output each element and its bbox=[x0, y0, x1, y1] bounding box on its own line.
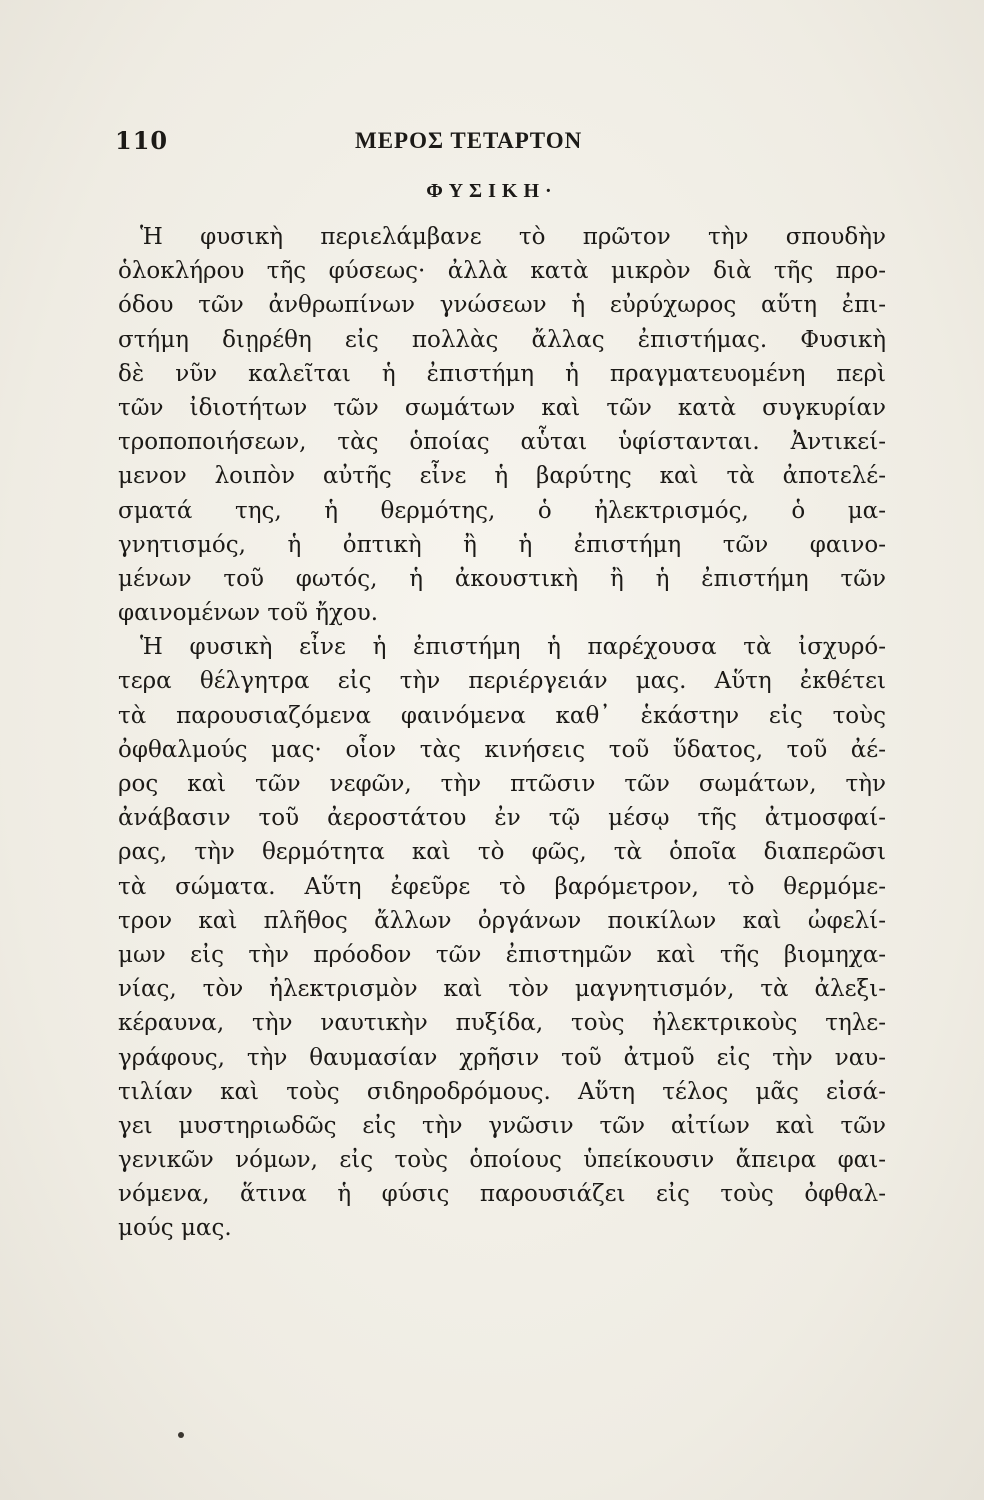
text-line: ὀφθαλμούς μας· οἷον τὰς κινήσεις τοῦ ὕδατος, τοῦ ἀέ- bbox=[118, 736, 886, 763]
text-line: τερα θέλγητρα εἰς τὴν περιέργειάν μας. Αὕτη ἐκθέτει bbox=[118, 668, 886, 695]
text-line: μούς μας. bbox=[118, 1215, 232, 1242]
text-line: δὲ νῦν καλεῖται ἡ ἐπιστήμη ἡ πραγματευομένη περὶ bbox=[118, 360, 886, 387]
text-line: ὁλοκλήρου τῆς φύσεως· ἀλλὰ κατὰ μικρὸν διὰ τῆς προ- bbox=[118, 258, 886, 285]
text-line: τροποποιήσεων, τὰς ὁποίας αὗται ὑφίστανται. Ἀντικεί- bbox=[118, 429, 886, 456]
ink-speck bbox=[178, 1432, 184, 1438]
text-line: Ἡ φυσικὴ περιελάμβανε τὸ πρῶτον τὴν σπουδὴν bbox=[140, 224, 886, 250]
text-line: γει μυστηριωδῶς εἰς τὴν γνῶσιν τῶν αἰτίων καὶ τῶν bbox=[118, 1112, 886, 1139]
page-number: 110 bbox=[115, 126, 169, 155]
text-line: τιλίαν καὶ τοὺς σιδηροδρόμους. Αὕτη τέλος μᾶς εἰσά- bbox=[118, 1078, 886, 1105]
text-line: ἀνάβασιν τοῦ ἀεροστάτου ἐν τῷ μέσῳ τῆς ἀτμοσφαί- bbox=[118, 805, 886, 832]
text-line: γράφους, τὴν θαυμασίαν χρῆσιν τοῦ ἀτμοῦ εἰς τὴν ναυ- bbox=[118, 1044, 886, 1071]
text-line: φαινομένων τοῦ ἤχου. bbox=[118, 600, 379, 627]
page-header bbox=[115, 124, 895, 164]
text-line: όδου τῶν ἀνθρωπίνων γνώσεων ἡ εὐρύχωρος αὕτη ἐπι- bbox=[118, 292, 886, 319]
text-line: γενικῶν νόμων, εἰς τοὺς ὁποίους ὑπείκουσιν ἄπειρα φαι- bbox=[118, 1147, 886, 1174]
text-line: νόμενα, ἅτινα ἡ φύσις παρουσιάζει εἰς τοὺς ὀφθαλ- bbox=[118, 1181, 886, 1208]
text-line: τὰ σώματα. Αὕτη ἐφεῦρε τὸ βαρόμετρον, τὸ θερμόμε- bbox=[118, 873, 886, 900]
text-line: νίας, τὸν ἠλεκτρισμὸν καὶ τὸν μαγνητισμόν, τὰ ἀλεξι- bbox=[118, 976, 886, 1003]
text-line: κέραυνα, τὴν ναυτικὴν πυξίδα, τοὺς ἠλεκτρικοὺς τηλε- bbox=[118, 1010, 886, 1037]
text-line: Ἡ φυσικὴ εἶνε ἡ ἐπιστήμη ἡ παρέχουσα τὰ ἰσχυρό- bbox=[140, 634, 886, 661]
section-title: ΦΥΣΙΚΗ· bbox=[426, 180, 558, 202]
text-line: τῶν ἰδιοτήτων τῶν σωμάτων καὶ τῶν κατὰ συγκυρίαν bbox=[118, 394, 886, 421]
text-line: γνητισμός, ἡ ὀπτικὴ ἢ ἡ ἐπιστήμη τῶν φαινο- bbox=[118, 531, 886, 558]
text-line: ρος καὶ τῶν νεφῶν, τὴν πτῶσιν τῶν σωμάτων, τὴν bbox=[118, 771, 886, 797]
text-line: στήμη διῃρέθη εἰς πολλὰς ἄλλας ἐπιστήμας. Φυσικὴ bbox=[118, 326, 886, 353]
body-text bbox=[118, 220, 886, 1246]
text-line: ρας, τὴν θερμότητα καὶ τὸ φῶς, τὰ ὁποῖα διαπερῶσι bbox=[118, 839, 886, 866]
text-line: σματά της, ἡ θερμότης, ὁ ἠλεκτρισμός, ὁ μα- bbox=[118, 497, 886, 524]
text-line: τρον καὶ πλῆθος ἄλλων ὀργάνων ποικίλων καὶ ὠφελί- bbox=[118, 907, 886, 934]
text-line: μένων τοῦ φωτός, ἡ ἀκουστικὴ ἢ ἡ ἐπιστήμη τῶν bbox=[118, 565, 886, 592]
text-line: μενον λοιπὸν αὐτῆς εἶνε ἡ βαρύτης καὶ τὰ ἀποτελέ- bbox=[118, 463, 886, 490]
text-line: τὰ παρουσιαζόμενα φαινόμενα καθ᾽ ἑκάστην εἰς τοὺς bbox=[118, 702, 886, 729]
running-head: ΜΕΡΟΣ ΤΕΤΑΡΤΟΝ bbox=[355, 128, 583, 153]
text-line: μων εἰς τὴν πρόοδον τῶν ἐπιστημῶν καὶ τῆς βιομηχα- bbox=[118, 941, 886, 968]
